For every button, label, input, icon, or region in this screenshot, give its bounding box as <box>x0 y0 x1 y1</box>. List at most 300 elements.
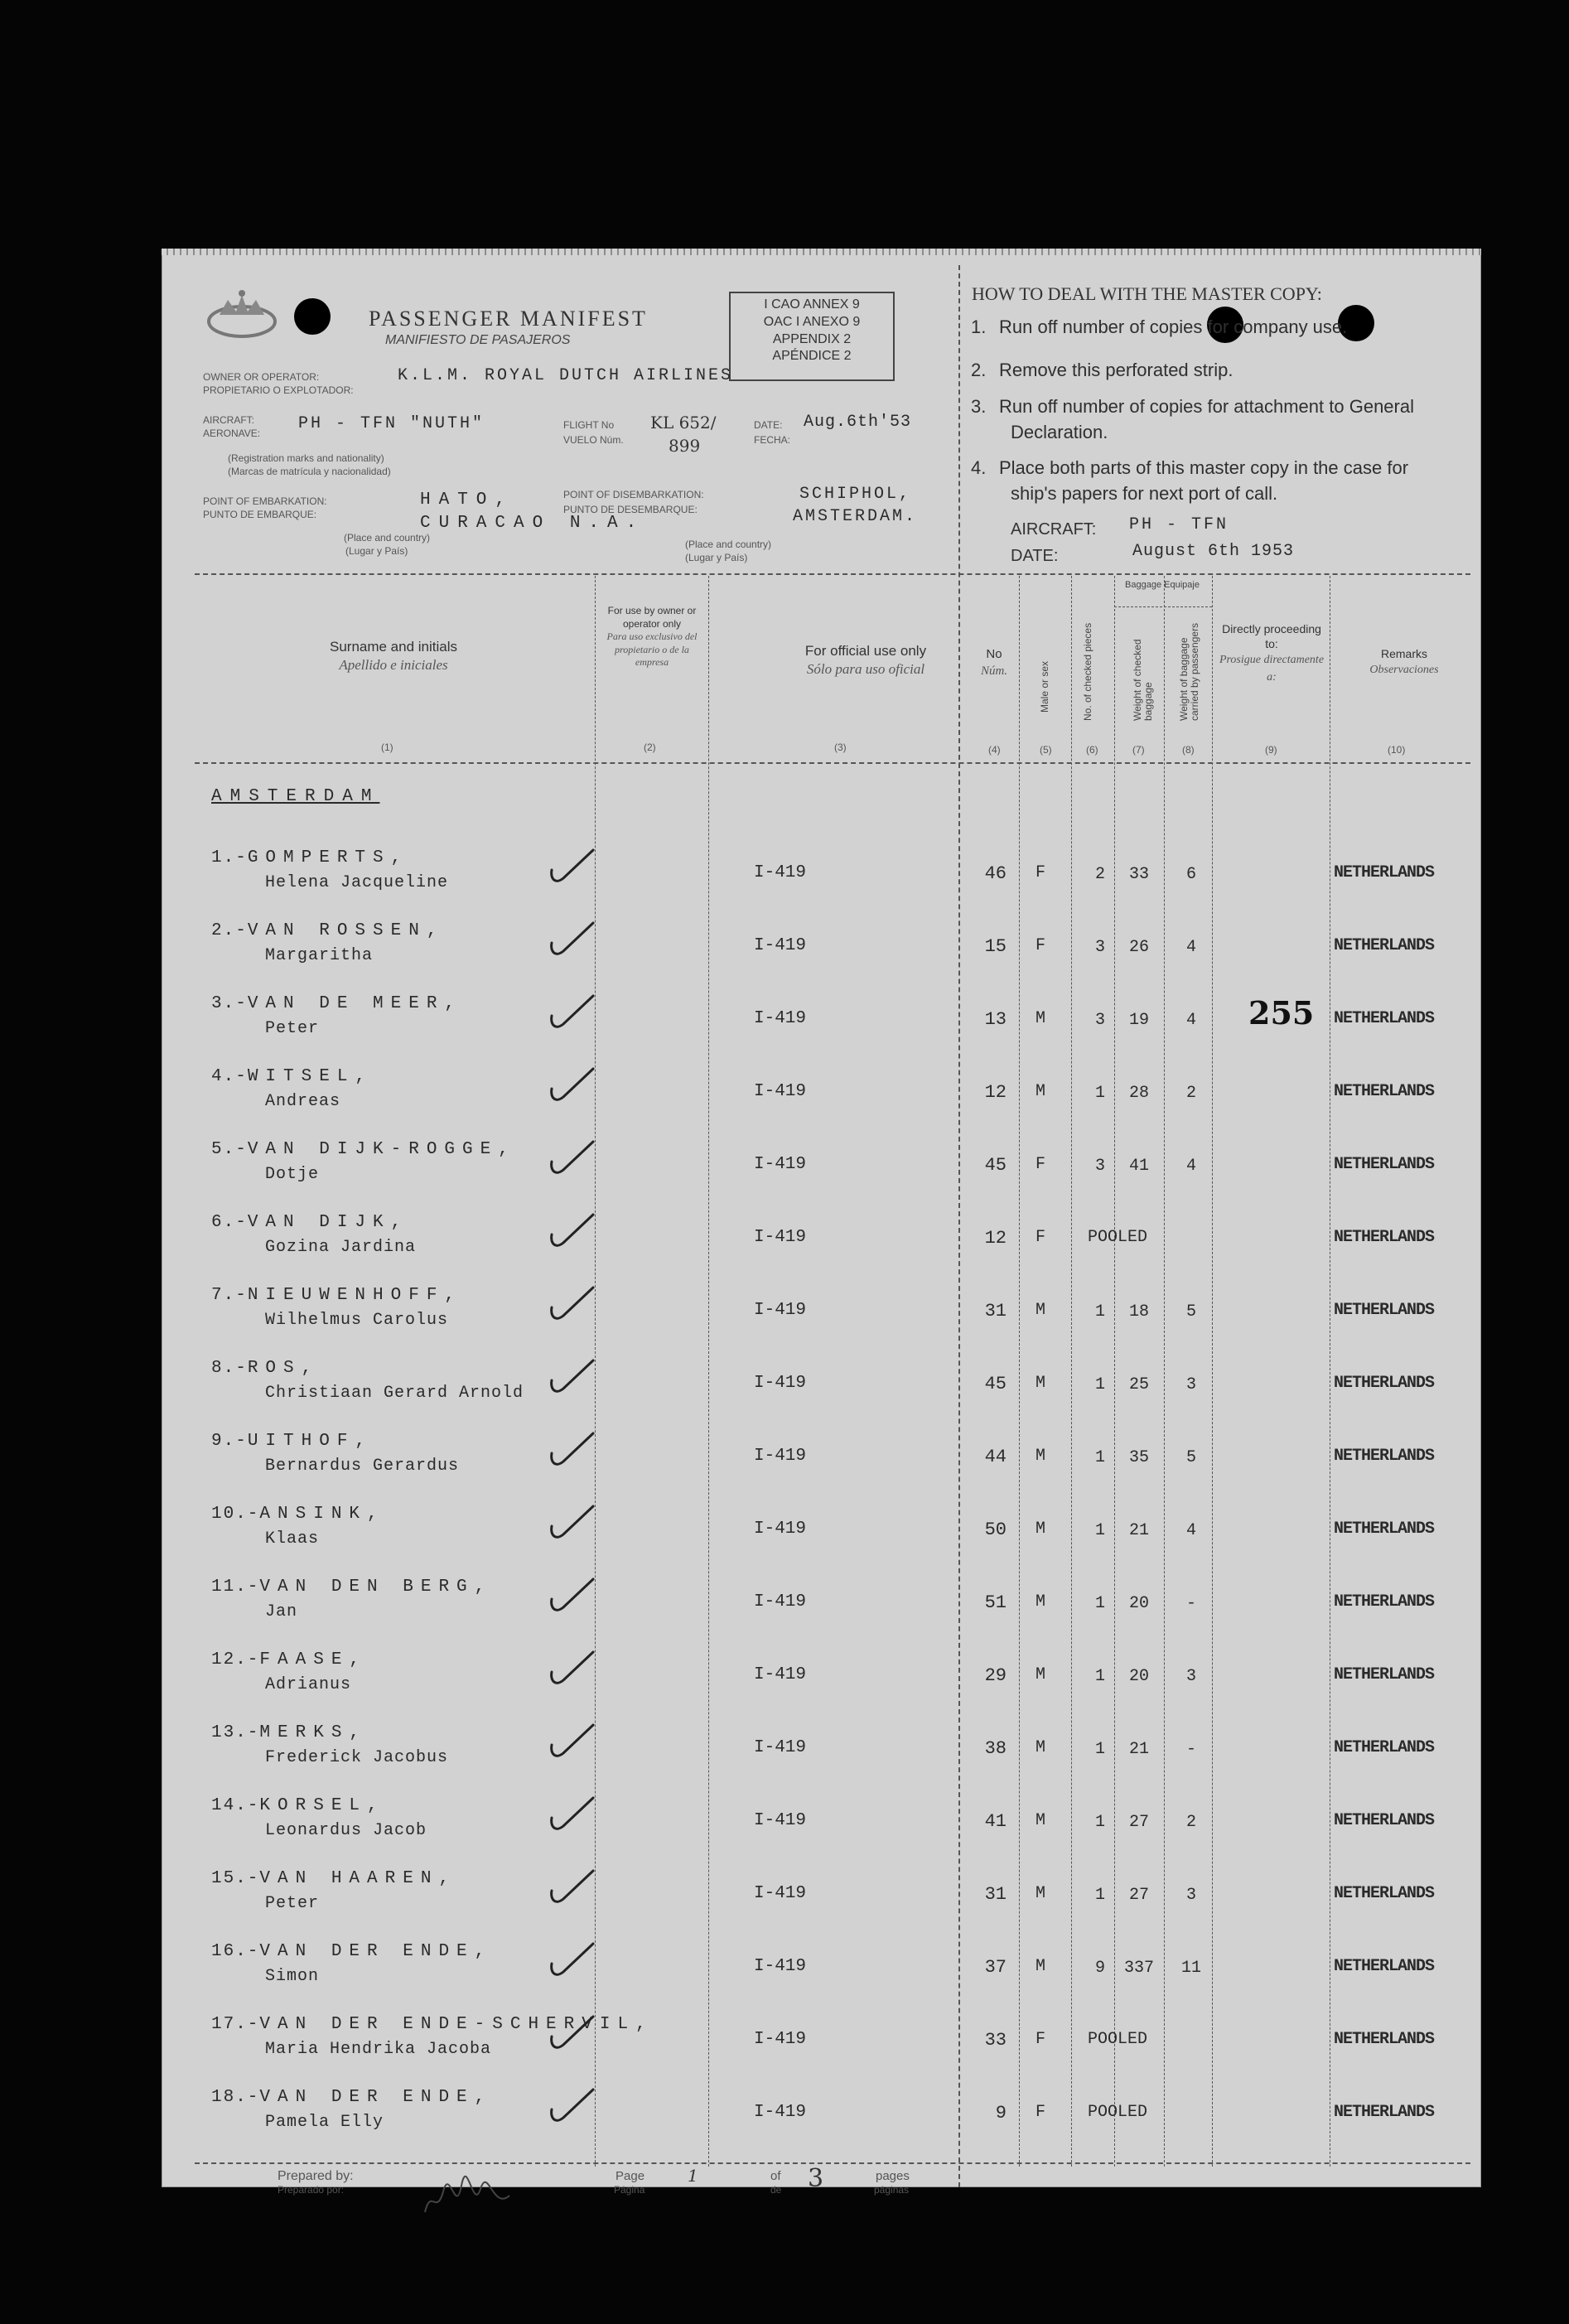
check-mark-icon <box>547 991 596 1032</box>
passenger-row <box>162 1210 1481 1283</box>
passenger-given-name: Maria Hendrika Jacoba <box>265 2040 492 2059</box>
passenger-number: 17.- <box>211 2015 260 2034</box>
passenger-number: 12.- <box>211 1650 260 1669</box>
passenger-sex: M <box>1036 1082 1046 1101</box>
instruction-text: Remove this perforated strip. <box>999 360 1233 380</box>
passenger-nationality: NETHERLANDS <box>1334 1009 1435 1028</box>
baggage-weight: 41 <box>1128 1157 1149 1176</box>
instruction-num: 2. <box>971 360 987 380</box>
passenger-age: 31 <box>984 1301 1007 1321</box>
date-label-es: FECHA: <box>754 434 791 446</box>
embark-label-es: PUNTO DE EMBARQUE: <box>203 509 317 520</box>
instruction-text: Place both parts of this master copy in the case for ship's papers for next port of call. <box>999 457 1409 504</box>
passenger-nationality: NETHERLANDS <box>1334 1228 1435 1247</box>
passenger-surname-text: VAN DE MEER, <box>247 994 463 1013</box>
baggage-title: Baggage Equipaje <box>1125 580 1200 590</box>
instr-date-value: August 6th 1953 <box>1132 542 1295 561</box>
passenger-given-name: Dotje <box>265 1165 320 1184</box>
check-mark-icon <box>547 1720 596 1761</box>
passenger-sex: F <box>1036 2103 1046 2122</box>
passenger-nationality: NETHERLANDS <box>1334 1374 1435 1393</box>
passenger-sex: M <box>1036 1811 1046 1830</box>
passenger-number: 14.- <box>211 1796 260 1815</box>
icao-annex-box <box>729 292 895 381</box>
embark-value-2: CURACAO N.A. <box>420 514 645 533</box>
passenger-list <box>162 845 1481 2154</box>
passenger-surname <box>211 1359 319 1378</box>
passenger-code: I-419 <box>754 863 807 882</box>
baggage-weight: 27 <box>1128 1813 1149 1832</box>
owner-label: OWNER OR OPERATOR: <box>203 371 320 383</box>
flight-label: FLIGHT No <box>563 419 615 431</box>
passenger-code: I-419 <box>754 1009 807 1028</box>
instruction-num: 3. <box>971 396 987 417</box>
baggage-carried: 6 <box>1185 865 1196 884</box>
passenger-age: 45 <box>984 1155 1007 1176</box>
passenger-surname <box>211 2088 492 2107</box>
passenger-surname-text: VAN DIJK, <box>247 1213 409 1232</box>
col-header-text: No <box>986 647 1002 661</box>
disembark-label: POINT OF DISEMBARKATION: <box>563 489 704 500</box>
passenger-surname-text: VAN DEN BERG, <box>259 1578 493 1597</box>
passenger-given-name: Bernardus Gerardus <box>265 1457 460 1476</box>
date-label: DATE: <box>754 419 783 431</box>
passenger-row <box>162 1793 1481 1866</box>
baggage-weight: 21 <box>1128 1521 1149 1540</box>
passenger-nationality: NETHERLANDS <box>1334 1082 1435 1101</box>
passenger-surname-text: WITSEL, <box>247 1067 374 1086</box>
baggage-pieces: 1 <box>1094 1375 1105 1394</box>
stamp-number: 255 <box>1248 994 1315 1032</box>
passenger-row <box>162 1283 1481 1355</box>
passenger-surname-text: ANSINK, <box>259 1505 385 1524</box>
embark-note-es: (Lugar y País) <box>345 545 408 557</box>
baggage-carried: 3 <box>1185 1667 1196 1686</box>
col-header-text-es: Sólo para uso oficial <box>806 661 925 678</box>
page-label: Page <box>616 2169 645 2183</box>
passenger-surname-text: VAN HAAREN, <box>259 1869 457 1888</box>
baggage-pieces: 3 <box>1094 1011 1105 1030</box>
prepared-label-es: Preparado por: <box>278 2184 345 2196</box>
footer-separator <box>195 2162 1470 2164</box>
col-header-operator <box>599 605 705 669</box>
baggage-pieces: 1 <box>1094 1740 1105 1759</box>
passenger-surname <box>211 1432 373 1451</box>
instruction-item <box>971 394 1458 446</box>
baggage-pieces: 1 <box>1094 1302 1105 1321</box>
passenger-age: 12 <box>984 1228 1007 1249</box>
passenger-sex: F <box>1036 863 1046 882</box>
passenger-nationality: NETHERLANDS <box>1334 936 1435 955</box>
passenger-row <box>162 918 1481 991</box>
passenger-surname <box>211 1723 367 1742</box>
passenger-sex: M <box>1036 1738 1046 1757</box>
passenger-sex: M <box>1036 1884 1046 1903</box>
passenger-sex: M <box>1036 1520 1046 1539</box>
baggage-carried: 5 <box>1185 1448 1196 1467</box>
of-label-es: de <box>770 2184 782 2196</box>
passenger-row <box>162 1428 1481 1501</box>
instruction-num: 1. <box>971 316 987 337</box>
passenger-surname <box>211 1213 408 1232</box>
baggage-weight: 27 <box>1128 1886 1149 1905</box>
passenger-age: 45 <box>984 1374 1007 1394</box>
passenger-given-name: Gozina Jardina <box>265 1238 417 1257</box>
col-header-official <box>725 642 1007 679</box>
baggage-carried: 4 <box>1185 1521 1196 1540</box>
passenger-given-name: Helena Jacqueline <box>265 873 449 892</box>
passenger-given-name: Klaas <box>265 1529 320 1549</box>
passenger-sex: M <box>1036 1592 1046 1611</box>
passenger-code: I-419 <box>754 1592 807 1611</box>
passenger-given-name: Andreas <box>265 1092 341 1111</box>
baggage-carried: - <box>1185 1594 1196 1613</box>
check-mark-icon <box>547 1501 596 1543</box>
passenger-code: I-419 <box>754 1957 807 1976</box>
aircraft-note-es: (Marcas de matrícula y nacionalidad) <box>228 466 391 477</box>
check-mark-icon <box>547 1355 596 1397</box>
check-mark-icon <box>547 1210 596 1251</box>
passenger-sex: M <box>1036 1301 1046 1320</box>
passenger-number: 3.- <box>211 994 248 1013</box>
baggage-pieces: 1 <box>1094 1521 1105 1540</box>
col-header-remarks <box>1338 646 1470 678</box>
passenger-sex: M <box>1036 1447 1046 1466</box>
passenger-code: I-419 <box>754 1884 807 1903</box>
instruction-text: Run off number of copies for company use. <box>999 316 1348 337</box>
passenger-surname <box>211 1067 373 1086</box>
baggage-weight: 21 <box>1128 1740 1149 1759</box>
passenger-nationality: NETHERLANDS <box>1334 1592 1435 1611</box>
icao-line: APÉNDICE 2 <box>772 349 852 364</box>
passenger-row <box>162 1501 1481 1574</box>
baggage-pieces: 1 <box>1094 1084 1105 1103</box>
passenger-given-name: Margaritha <box>265 946 374 965</box>
baggage-pieces: 1 <box>1094 1448 1105 1467</box>
baggage-carried: 2 <box>1185 1084 1196 1103</box>
passenger-row <box>162 1720 1481 1793</box>
passenger-given-name: Wilhelmus Carolus <box>265 1311 449 1330</box>
passenger-sex: M <box>1036 1665 1046 1684</box>
col-num: (2) <box>644 742 656 753</box>
owner-label-es: PROPIETARIO O EXPLOTADOR: <box>203 384 354 396</box>
col-num: (8) <box>1182 744 1195 756</box>
pages-label-es: páginas <box>874 2184 910 2196</box>
baggage-pieces: 1 <box>1094 1594 1105 1613</box>
check-mark-icon <box>547 1064 596 1105</box>
passenger-age: 38 <box>984 1738 1007 1759</box>
passenger-number: 1.- <box>211 848 248 867</box>
passenger-nationality: NETHERLANDS <box>1334 1520 1435 1539</box>
embark-label: POINT OF EMBARKATION: <box>203 495 327 507</box>
passenger-surname-text: VAN ROSSEN, <box>247 921 445 940</box>
passenger-surname <box>211 921 444 940</box>
instr-aircraft-label: AIRCRAFT: <box>1011 520 1097 539</box>
baggage-carried: - <box>1185 1740 1196 1759</box>
instruction-item <box>971 358 1233 384</box>
owner-value: K.L.M. ROYAL DUTCH AIRLINES <box>398 366 734 385</box>
instructions-title: HOW TO DEAL WITH THE MASTER COPY: <box>972 283 1322 304</box>
passenger-surname-text: MERKS, <box>259 1723 368 1742</box>
passenger-sex: M <box>1036 1957 1046 1976</box>
column-header-separator <box>195 762 1470 764</box>
baggage-carried: 4 <box>1185 1157 1196 1176</box>
baggage-weight: 18 <box>1128 1302 1149 1321</box>
header-separator <box>195 573 1470 575</box>
passenger-row <box>162 2085 1481 2157</box>
passenger-age: 12 <box>984 1082 1007 1103</box>
passenger-nationality: NETHERLANDS <box>1334 863 1435 882</box>
col-num: (9) <box>1265 744 1277 756</box>
passenger-surname <box>211 994 462 1013</box>
passenger-nationality: NETHERLANDS <box>1334 1665 1435 1684</box>
passenger-code: I-419 <box>754 1738 807 1757</box>
col-header-text-es: Observaciones <box>1369 664 1439 677</box>
passenger-surname-text: VAN DER ENDE, <box>259 2088 493 2107</box>
passenger-number: 4.- <box>211 1067 248 1086</box>
baggage-carried: 5 <box>1185 1302 1196 1321</box>
check-mark-icon <box>547 918 596 959</box>
passenger-surname <box>211 1286 462 1305</box>
passenger-row <box>162 1355 1481 1428</box>
passenger-number: 5.- <box>211 1140 248 1159</box>
col-header-weight: Weight of checked baggage <box>1132 639 1155 721</box>
passenger-surname <box>211 1578 492 1597</box>
check-mark-icon <box>547 1137 596 1178</box>
col-num: (1) <box>381 742 393 753</box>
disembark-value: SCHIPHOL, <box>799 485 912 504</box>
check-mark-icon <box>547 1574 596 1616</box>
embark-value: HATO, <box>420 490 514 510</box>
check-mark-icon <box>547 1283 596 1324</box>
passenger-sex: F <box>1036 2030 1046 2049</box>
disembark-note-es: (Lugar y País) <box>685 552 748 563</box>
page-value: 1 <box>688 2166 698 2186</box>
section-heading: AMSTERDAM <box>211 787 380 806</box>
baggage-carried: 4 <box>1185 938 1196 957</box>
passenger-surname-text: NIEUWENHOFF, <box>247 1286 463 1305</box>
flight-value-2: 899 <box>669 436 701 456</box>
baggage-pieces: 1 <box>1094 1886 1105 1905</box>
passenger-surname-text: VAN DIJK-ROGGE, <box>247 1140 516 1159</box>
page-label-es: Página <box>614 2184 645 2196</box>
passenger-row <box>162 1866 1481 1939</box>
col-num: (7) <box>1132 744 1145 756</box>
baggage-pieces: 9 <box>1094 1959 1105 1978</box>
passenger-sex: M <box>1036 1374 1046 1393</box>
passenger-surname-text: VAN DER ENDE, <box>259 1942 493 1961</box>
passenger-nationality: NETHERLANDS <box>1334 1738 1435 1757</box>
passenger-row <box>162 1064 1481 1137</box>
aircraft-note: (Registration marks and nationality) <box>228 452 384 464</box>
passenger-surname <box>211 1942 492 1961</box>
col-header-age <box>969 646 1019 679</box>
check-mark-icon <box>547 845 596 887</box>
passenger-sex: F <box>1036 936 1046 955</box>
passenger-number: 16.- <box>211 1942 260 1961</box>
passenger-number: 18.- <box>211 2088 260 2107</box>
passenger-surname-text: FAASE, <box>259 1650 368 1669</box>
col-num: (10) <box>1388 744 1406 756</box>
baggage-weight: 25 <box>1128 1375 1149 1394</box>
baggage-carried: 11 <box>1180 1959 1201 1978</box>
flight-value: KL 652/ <box>650 413 717 432</box>
baggage-carried: 3 <box>1185 1886 1196 1905</box>
prepared-label: Prepared by: <box>278 2169 354 2183</box>
passenger-nationality: NETHERLANDS <box>1334 1301 1435 1320</box>
passenger-nationality: NETHERLANDS <box>1334 1884 1435 1903</box>
passenger-surname-text: KORSEL, <box>259 1796 385 1815</box>
col-header-text-es: Para uso exclusivo del propietario o de la empresa <box>606 631 698 669</box>
passenger-nationality: NETHERLANDS <box>1334 1447 1435 1466</box>
check-mark-icon <box>547 1428 596 1470</box>
passenger-code: I-419 <box>754 1447 807 1466</box>
check-mark-icon <box>547 1866 596 1907</box>
passenger-given-name: Frederick Jacobus <box>265 1748 449 1767</box>
passenger-nationality: NETHERLANDS <box>1334 2030 1435 2049</box>
baggage-pooled: POOLED <box>1088 1228 1148 1247</box>
passenger-surname <box>211 848 408 867</box>
col-header-sex: Male or sex <box>1039 660 1050 713</box>
passenger-surname <box>211 1505 385 1524</box>
passenger-given-name: Leonardus Jacob <box>265 1821 427 1840</box>
passenger-number: 2.- <box>211 921 248 940</box>
passenger-age: 41 <box>984 1811 1007 1832</box>
passenger-age: 13 <box>984 1009 1007 1030</box>
disembark-value-2: AMSTERDAM. <box>793 507 918 526</box>
baggage-pooled: POOLED <box>1088 2103 1148 2122</box>
passenger-surname-text: ROS, <box>247 1359 320 1378</box>
klm-crown-logo <box>203 288 282 346</box>
perforated-edge <box>162 249 1481 255</box>
passenger-row <box>162 1137 1481 1210</box>
col-header-text: Remarks <box>1380 647 1427 660</box>
manifest-title: PASSENGER MANIFEST <box>369 307 648 331</box>
instr-aircraft-value: PH - TFN <box>1129 515 1229 534</box>
passenger-surname-text: UITHOF, <box>247 1432 374 1451</box>
baggage-pieces: 1 <box>1094 1813 1105 1832</box>
passenger-number: 7.- <box>211 1286 248 1305</box>
passenger-code: I-419 <box>754 1155 807 1174</box>
signature <box>418 2171 518 2220</box>
baggage-weight: 26 <box>1128 938 1149 957</box>
passenger-nationality: NETHERLANDS <box>1334 1811 1435 1830</box>
passenger-sex: F <box>1036 1155 1046 1174</box>
baggage-weight: 28 <box>1128 1084 1149 1103</box>
passenger-row <box>162 991 1481 1064</box>
passenger-age: 15 <box>984 936 1007 957</box>
baggage-pieces: 2 <box>1094 865 1105 884</box>
passenger-code: I-419 <box>754 1082 807 1101</box>
check-mark-icon <box>547 1939 596 1980</box>
baggage-carried: 4 <box>1185 1011 1196 1030</box>
passenger-number: 10.- <box>211 1505 260 1524</box>
aircraft-label-es: AERONAVE: <box>203 428 261 439</box>
disembark-label-es: PUNTO DE DESEMBARQUE: <box>563 504 698 515</box>
baggage-weight: 20 <box>1128 1667 1149 1686</box>
passenger-age: 50 <box>984 1520 1007 1540</box>
baggage-pieces: 3 <box>1094 1157 1105 1176</box>
passenger-number: 15.- <box>211 1869 260 1888</box>
col-num: (4) <box>988 744 1001 756</box>
instruction-text: Run off number of copies for attachment to General Declaration. <box>999 396 1414 442</box>
icao-line: I CAO ANNEX 9 <box>764 297 860 312</box>
manifest-title-es: MANIFIESTO DE PASAJEROS <box>385 333 571 347</box>
passenger-code: I-419 <box>754 1301 807 1320</box>
passenger-code: I-419 <box>754 2103 807 2122</box>
instruction-item <box>971 456 1458 507</box>
passenger-given-name: Pamela Elly <box>265 2113 384 2132</box>
baggage-weight: 33 <box>1128 865 1149 884</box>
col-header-carried: Weight of baggage carried by passengers <box>1178 622 1201 721</box>
passenger-nationality: NETHERLANDS <box>1334 1155 1435 1174</box>
passenger-surname <box>211 1796 385 1815</box>
passenger-age: 33 <box>984 2030 1007 2051</box>
baggage-pooled: POOLED <box>1088 2030 1148 2049</box>
date-value: Aug.6th'53 <box>804 413 912 432</box>
aircraft-value: PH - TFN "NUTH" <box>298 414 485 433</box>
passenger-row <box>162 845 1481 918</box>
passenger-age: 51 <box>984 1592 1007 1613</box>
punch-hole <box>294 298 331 335</box>
col-num: (6) <box>1086 744 1098 756</box>
passenger-surname <box>211 1869 456 1888</box>
passenger-age: 46 <box>984 863 1007 884</box>
baggage-carried: 2 <box>1185 1813 1196 1832</box>
baggage-weight: 35 <box>1128 1448 1149 1467</box>
flight-label-es: VUELO Núm. <box>563 434 624 446</box>
passenger-code: I-419 <box>754 2030 807 2049</box>
aircraft-label: AIRCRAFT: <box>203 414 255 426</box>
passenger-number: 11.- <box>211 1578 260 1597</box>
passenger-given-name: Jan <box>265 1602 298 1621</box>
passenger-number: 13.- <box>211 1723 260 1742</box>
passenger-number: 8.- <box>211 1359 248 1378</box>
manifest-sheet <box>162 249 1481 2196</box>
passenger-surname-text: VAN DER ENDE-SCHERVIL, <box>259 2015 654 2034</box>
passenger-nationality: NETHERLANDS <box>1334 2103 1435 2122</box>
icao-line: APPENDIX 2 <box>772 331 852 346</box>
passenger-row <box>162 1939 1481 2012</box>
check-mark-icon <box>547 1793 596 1834</box>
col-header-text: Surname and initials <box>329 639 458 655</box>
passenger-code: I-419 <box>754 1665 807 1684</box>
check-mark-icon <box>547 2085 596 2126</box>
passenger-sex: M <box>1036 1009 1046 1028</box>
passenger-sex: F <box>1036 1228 1046 1247</box>
col-header-text-es: Prosigue directamente a: <box>1219 654 1325 684</box>
passenger-code: I-419 <box>754 1811 807 1830</box>
passenger-row <box>162 1574 1481 1647</box>
passenger-age: 31 <box>984 1884 1007 1905</box>
col-header-text: For official use only <box>804 643 927 659</box>
col-num: (5) <box>1040 744 1052 756</box>
passenger-given-name: Adrianus <box>265 1675 352 1694</box>
passenger-nationality: NETHERLANDS <box>1334 1957 1435 1976</box>
passenger-surname <box>211 1650 367 1669</box>
instr-date-label: DATE: <box>1011 547 1059 565</box>
passenger-surname-text: GOMPERTS, <box>247 848 409 867</box>
of-value: 3 <box>808 2164 824 2193</box>
check-mark-icon <box>547 2012 596 2053</box>
embark-note: (Place and country) <box>344 532 431 544</box>
pages-label: pages <box>876 2169 910 2183</box>
col-num: (3) <box>834 742 847 753</box>
col-header-text: Directly proceeding to: <box>1222 622 1321 651</box>
baggage-divider <box>1114 606 1212 607</box>
col-header-surname <box>211 638 576 674</box>
passenger-given-name: Peter <box>265 1894 320 1913</box>
